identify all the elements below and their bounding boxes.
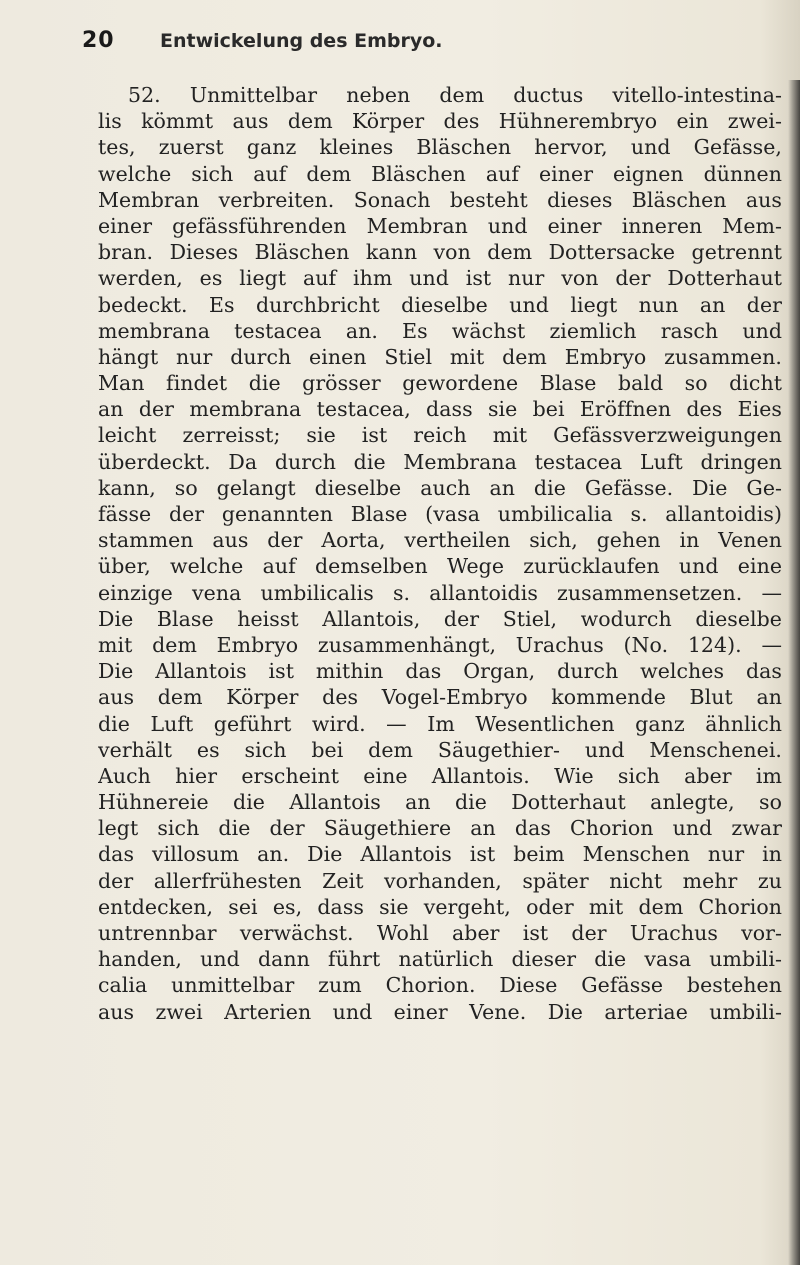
- text-line: mit dem Embryo zusammenhängt, Urachus (No. 124). —: [98, 632, 782, 657]
- text-line: werden, es liegt auf ihm und ist nur von der Dotterhaut: [98, 266, 782, 291]
- text-line: aus zwei Arterien und einer Vene. Die arteriae umbili-: [98, 999, 782, 1024]
- text-line: einer gefässführenden Membran und einer inneren Mem-: [98, 213, 782, 238]
- text-line: tes, zuerst ganz kleines Bläschen hervor, und Gefässe,: [98, 135, 782, 160]
- text-line: an der membrana testacea, dass sie bei Eröffnen des Eies: [98, 397, 782, 422]
- page-edge-shadow: [788, 80, 800, 1265]
- text-line: bedeckt. Es durchbricht dieselbe und liegt nun an der: [98, 292, 782, 317]
- text-line: leicht zerreisst; sie ist reich mit Gefässverzweigungen: [98, 423, 782, 448]
- text-line: fässe der genannten Blase (vasa umbilicalia s. allantoidis): [98, 502, 782, 526]
- text-line: über, welche auf demselben Wege zurücklaufen und eine: [98, 554, 782, 579]
- text-line: handen, und dann führt natürlich dieser die vasa umbili-: [98, 947, 782, 972]
- text-line: welche sich auf dem Bläschen auf einer eignen dünnen: [98, 161, 782, 186]
- text-line: 52. Unmittelbar neben dem ductus vitello-intestina-: [128, 83, 782, 107]
- text-line: kann, so gelangt dieselbe auch an die Gefässe. Die Ge-: [98, 475, 782, 500]
- page-number: 20: [82, 28, 115, 53]
- text-line: lis kömmt aus dem Körper des Hühnerembryo ein zwei-: [98, 109, 782, 134]
- text-line: Membran verbreiten. Sonach besteht dieses Bläschen aus: [98, 187, 782, 212]
- text-line: überdeckt. Da durch die Membrana testacea Luft dringen: [98, 449, 782, 474]
- text-line: der allerfrühesten Zeit vorhanden, später nicht mehr zu: [98, 868, 782, 893]
- text-line: Man findet die grösser gewordene Blase bald so dicht: [98, 371, 782, 396]
- text-line: untrennbar verwächst. Wohl aber ist der Urachus vor-: [98, 921, 782, 945]
- text-line: das villosum an. Die Allantois ist beim Menschen nur in: [98, 842, 782, 867]
- text-line: einzige vena umbilicalis s. allantoidis zusammensetzen. —: [98, 580, 782, 605]
- text-line: membrana testacea an. Es wächst ziemlich rasch und: [98, 318, 782, 343]
- text-line: Die Blase heisst Allantois, der Stiel, wodurch dieselbe: [98, 606, 782, 631]
- text-line: entdecken, sei es, dass sie vergeht, oder mit dem Chorion: [98, 894, 782, 919]
- text-line: die Luft geführt wird. — Im Wesentlichen ganz ähnlich: [98, 711, 782, 736]
- text-line: verhält es sich bei dem Säugethier- und Menschenei.: [98, 737, 782, 762]
- text-line: Hühnereie die Allantois an die Dotterhaut anlegte, so: [98, 790, 782, 815]
- text-line: Auch hier erscheint eine Allantois. Wie sich aber im: [98, 763, 782, 788]
- text-line: hängt nur durch einen Stiel mit dem Embryo zusammen.: [98, 344, 782, 369]
- running-head: Entwickelung des Embryo.: [160, 30, 443, 52]
- text-line: Die Allantois ist mithin das Organ, durch welches das: [98, 659, 782, 684]
- text-line: aus dem Körper des Vogel-Embryo kommende Blut an: [98, 685, 782, 710]
- text-line: stammen aus der Aorta, vertheilen sich, gehen in Venen: [98, 528, 782, 553]
- page-header: [82, 28, 722, 62]
- text-line: calia unmittelbar zum Chorion. Diese Gefässe bestehen: [98, 973, 782, 998]
- text-line: legt sich die der Säugethiere an das Chorion und zwar: [98, 816, 782, 841]
- body-text: [98, 82, 782, 1025]
- text-line: bran. Dieses Bläschen kann von dem Dottersacke getrennt: [98, 240, 782, 265]
